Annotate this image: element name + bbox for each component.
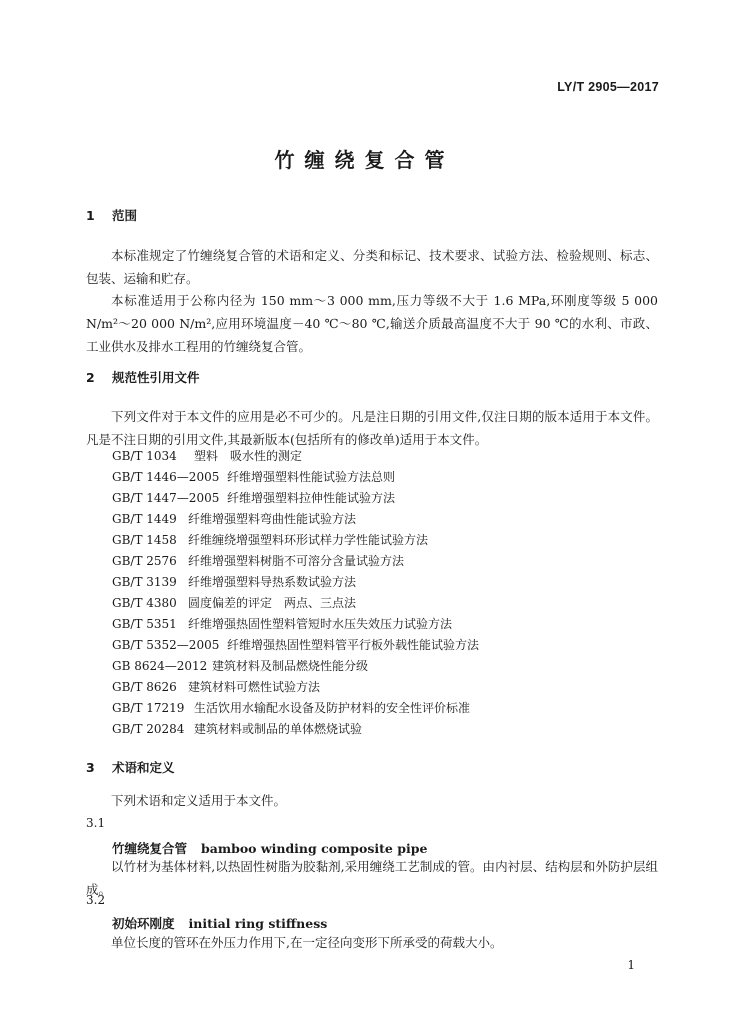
term-number: 3.1 <box>86 816 106 830</box>
term-chinese-name: 初始环刚度 <box>112 916 175 931</box>
reference-code: GB/T 5351 <box>112 617 177 631</box>
reference-code: GB/T 4380 <box>112 596 177 610</box>
reference-item <box>112 678 320 695</box>
reference-code: GB/T 5352—2005 <box>112 638 220 652</box>
section-title: 规范性引用文件 <box>112 370 200 385</box>
reference-item <box>112 657 368 674</box>
section-number: 1 <box>86 208 95 223</box>
reference-item <box>112 510 356 527</box>
reference-title: 建筑材料可燃性试验方法 <box>188 680 321 694</box>
reference-item <box>112 531 428 548</box>
page-number: 1 <box>627 958 635 972</box>
reference-title: 纤维增强热固性塑料管短时水压失效压力试验方法 <box>188 617 453 631</box>
reference-code: GB/T 1449 <box>112 512 177 526</box>
reference-title: 塑料 吸水性的测定 <box>194 449 303 463</box>
section-number: 2 <box>86 370 95 385</box>
reference-code: GB/T 8626 <box>112 680 177 694</box>
reference-title: 纤维增强塑料弯曲性能试验方法 <box>188 512 357 526</box>
section-title: 术语和定义 <box>112 760 175 775</box>
term-number: 3.2 <box>86 893 106 907</box>
reference-title: 纤维增强塑料性能试验方法总则 <box>227 470 396 484</box>
reference-code: GB 8624—2012 <box>112 659 208 673</box>
reference-code: GB/T 17219 <box>112 701 185 715</box>
section-number: 3 <box>86 760 95 775</box>
reference-item <box>112 615 452 632</box>
reference-item <box>112 573 356 590</box>
reference-item <box>112 468 395 485</box>
section-2-intro: 下列文件对于本文件的应用是必不可少的。凡是注日期的引用文件,仅注日期的版本适用于本文件。凡是不注日期的引用文件,其最新版本(包括所有的修改单)适用于本文件。 <box>86 409 658 447</box>
reference-item <box>112 594 356 611</box>
reference-code: GB/T 1034 <box>112 449 177 463</box>
reference-title: 纤维增强塑料拉伸性能试验方法 <box>227 491 396 505</box>
reference-item <box>112 447 302 464</box>
reference-title: 生活饮用水输配水设备及防护材料的安全性评价标准 <box>194 701 471 715</box>
term-heading <box>112 914 327 932</box>
reference-title: 建筑材料或制品的单体燃烧试验 <box>194 722 363 736</box>
section-1-heading <box>86 206 137 224</box>
reference-code: GB/T 3139 <box>112 575 177 589</box>
section-2-heading <box>86 368 200 386</box>
reference-item <box>112 699 470 716</box>
reference-title: 圆度偏差的评定 两点、三点法 <box>188 596 357 610</box>
reference-code: GB/T 1446—2005 <box>112 470 220 484</box>
document-title: 竹缠绕复合管 <box>274 148 455 172</box>
reference-item <box>112 552 404 569</box>
section-3-heading <box>86 758 175 776</box>
term-definition: 以竹材为基体材料,以热固性树脂为胶黏剂,采用缠绕工艺制成的管。由内衬层、结构层和外防护层组成。 <box>86 859 658 897</box>
term-definition: 单位长度的管环在外压力作用下,在一定径向变形下所承受的荷载大小。 <box>111 935 503 950</box>
reference-code: GB/T 2576 <box>112 554 177 568</box>
term-chinese-name: 竹缠绕复合管 <box>112 841 188 856</box>
reference-item <box>112 720 362 737</box>
reference-title: 纤维增强塑料导热系数试验方法 <box>188 575 357 589</box>
reference-title: 纤维缠绕增强塑料环形试样力学性能试验方法 <box>188 533 429 547</box>
reference-code: GB/T 20284 <box>112 722 185 736</box>
reference-title: 纤维增强热固性塑料管平行板外载性能试验方法 <box>227 638 480 652</box>
reference-item <box>112 489 395 506</box>
section-3-intro: 下列术语和定义适用于本文件。 <box>111 793 287 808</box>
term-english-name: initial ring stiffness <box>188 916 328 931</box>
section-1-paragraph-1: 本标准规定了竹缠绕复合管的术语和定义、分类和标记、技术要求、试验方法、检验规则、标志、包装、运输和贮存。 <box>86 248 658 286</box>
section-1-paragraph-2: 本标准适用于公称内径为 150 mm～3 000 mm,压力等级不大于 1.6 MPa,环刚度等级 5 000 N/m²～20 000 N/m²,应用环境温度－40 ℃～80 ℃,输送介质最高温度不大于 90 ℃的水利、市政、工业供水及排水工程用的竹缠绕复合管。 <box>86 293 658 354</box>
reference-code: GB/T 1447—2005 <box>112 491 220 505</box>
reference-title: 建筑材料及制品燃烧性能分级 <box>212 659 369 673</box>
reference-title: 纤维增强塑料树脂不可溶分含量试验方法 <box>188 554 405 568</box>
term-english-name: bamboo winding composite pipe <box>201 841 428 856</box>
standard-code: LY/T 2905—2017 <box>557 80 659 94</box>
reference-code: GB/T 1458 <box>112 533 177 547</box>
section-title: 范围 <box>112 208 138 223</box>
reference-item <box>112 636 479 653</box>
